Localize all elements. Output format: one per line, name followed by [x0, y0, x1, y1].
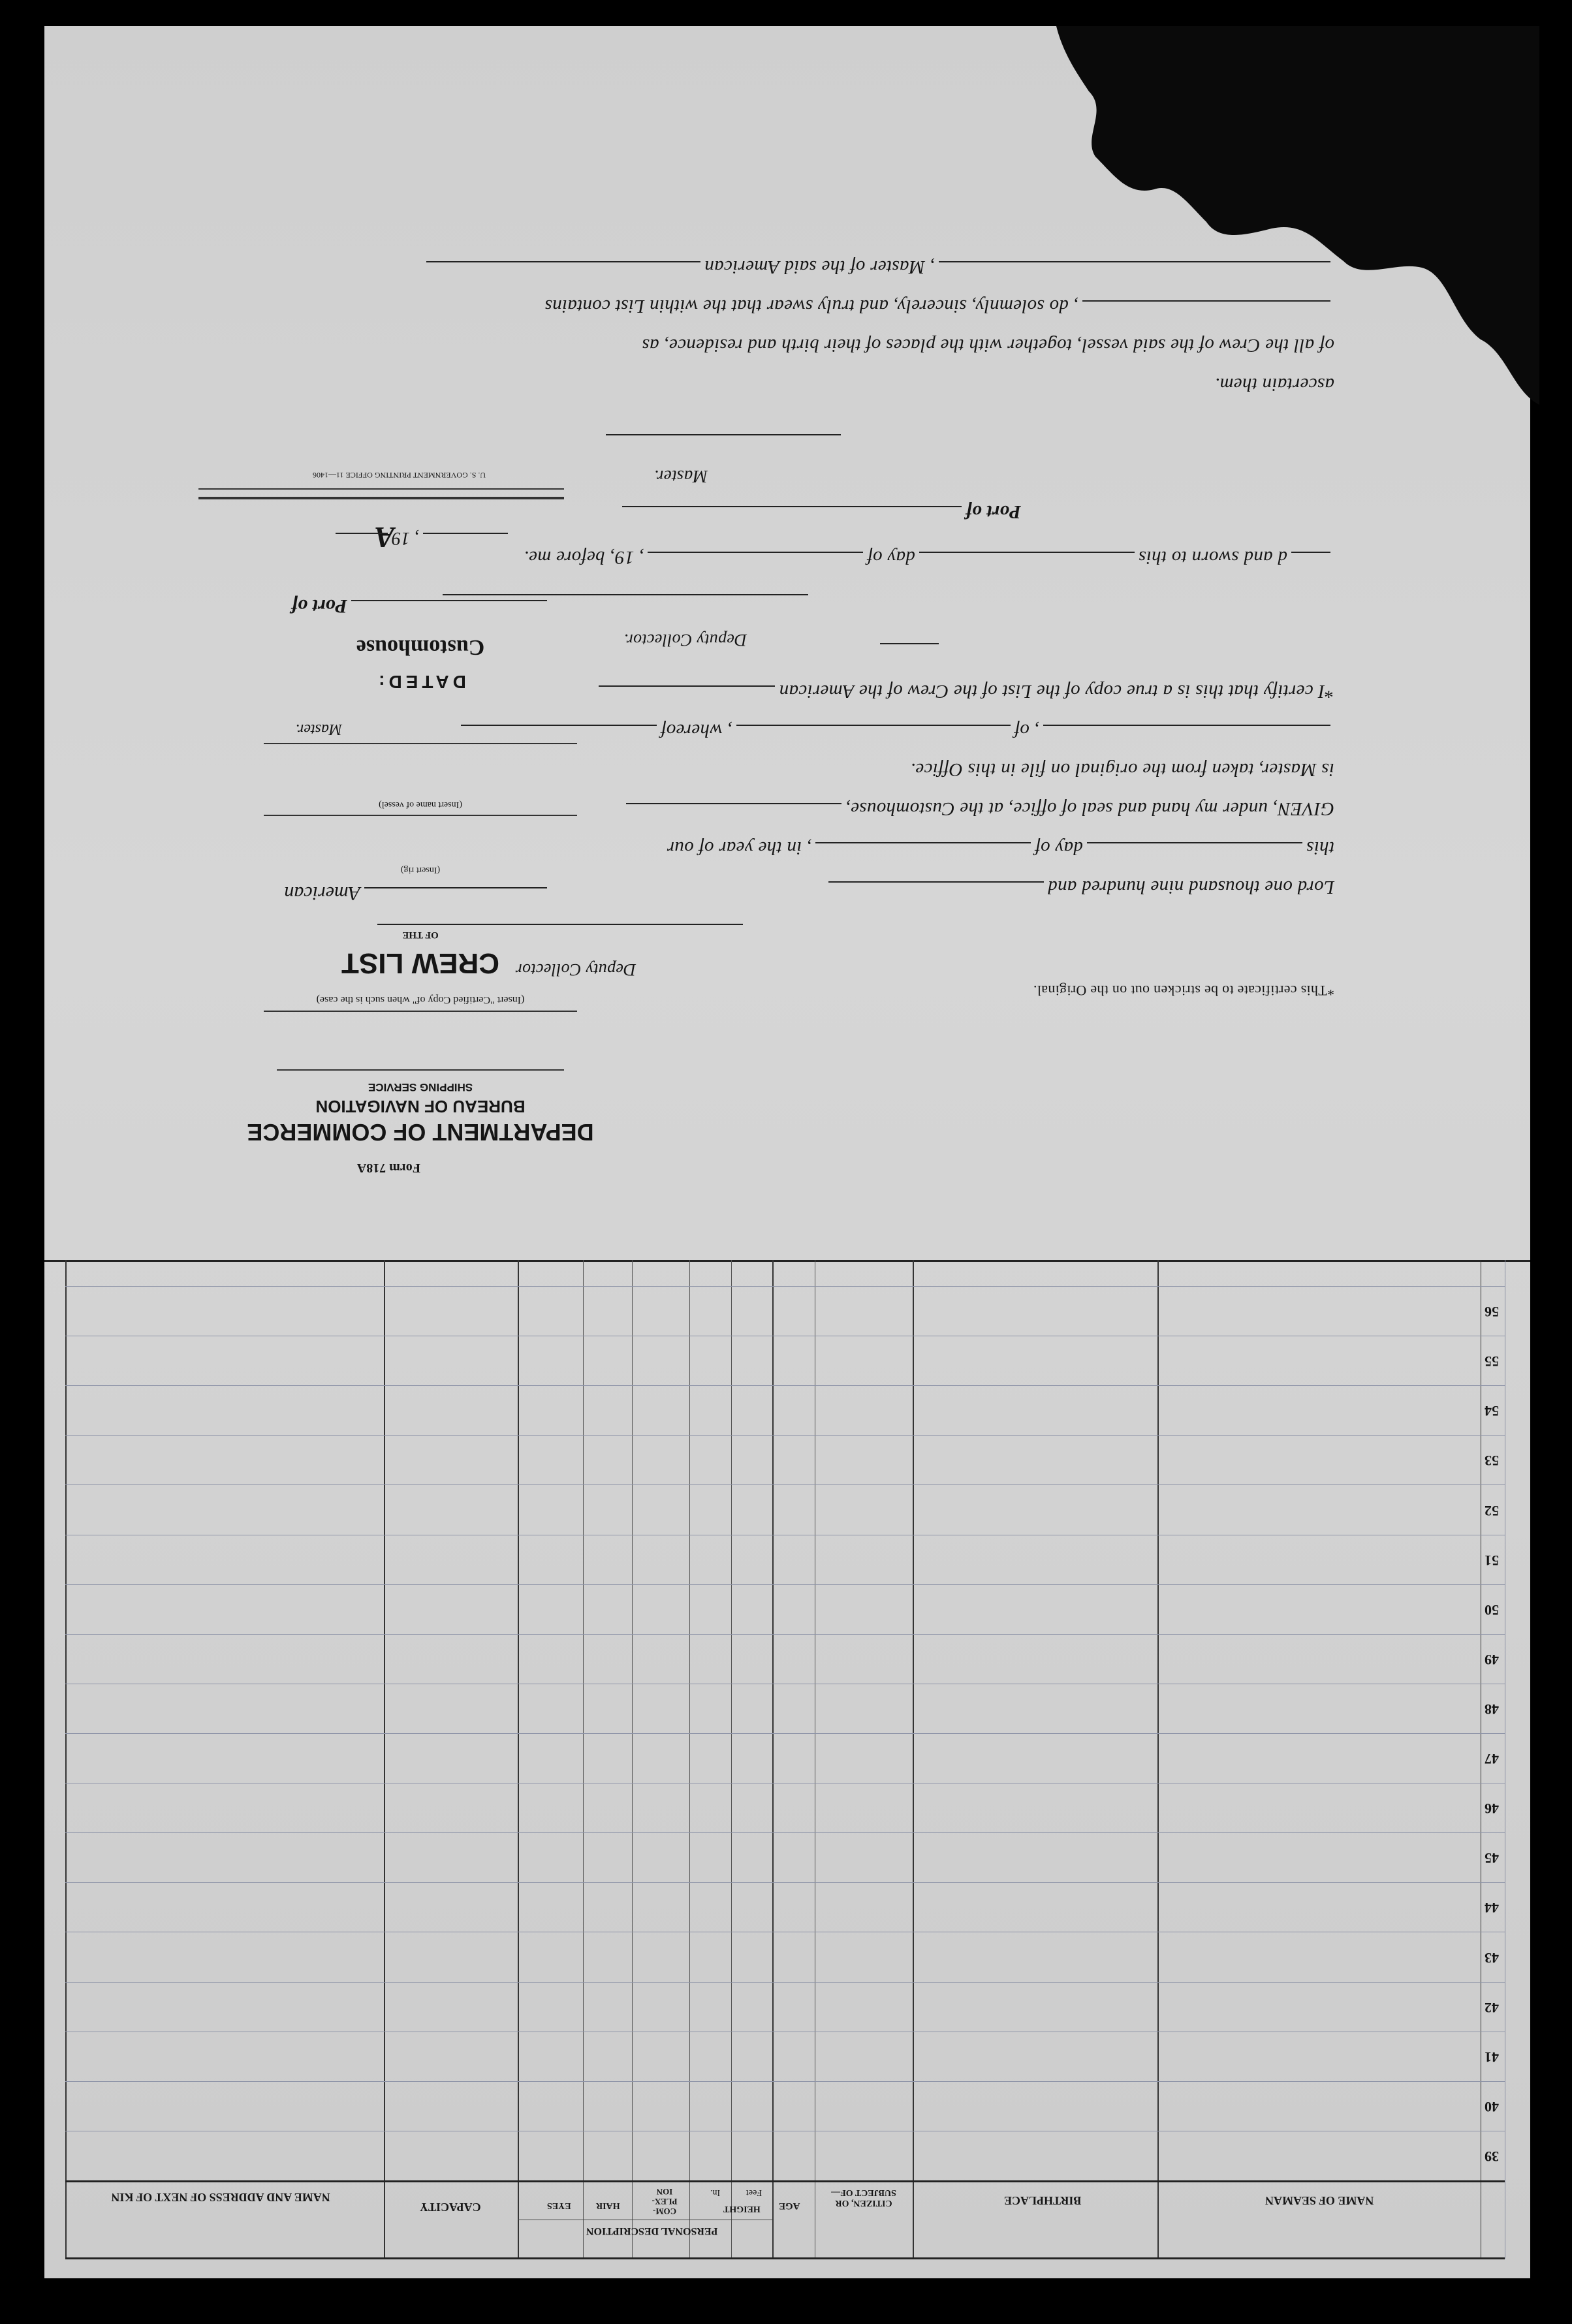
- header-age: AGE: [779, 2201, 800, 2211]
- american-label: American: [284, 883, 360, 904]
- header-feet: Feet: [746, 2188, 762, 2197]
- row-rule: [65, 2081, 1505, 2082]
- certificate-line-6: Lord one thousand nine hundred and: [1047, 877, 1334, 898]
- row-number: 43: [1485, 1949, 1499, 1966]
- table-border-left: [65, 1260, 67, 2259]
- row-rule: [65, 1484, 1505, 1485]
- row-rule: [65, 1435, 1505, 1436]
- header-capacity: CAPACITY: [420, 2201, 481, 2214]
- row-rule: [65, 1832, 1505, 1833]
- row-number: 50: [1485, 1601, 1499, 1618]
- oath-master-signature: Master.: [653, 467, 708, 486]
- burnt-corner-damage: [1056, 26, 1572, 418]
- service-title: SHIPPING SERVICE: [368, 1081, 473, 1093]
- oath-day-of: day of: [867, 547, 915, 568]
- col-divider-age: [772, 1260, 774, 2259]
- insert-vessel-note: (Insert name of vessel): [379, 800, 462, 809]
- row-rule: [65, 1286, 1505, 1287]
- certificate-deputy-collector: Deputy Collector: [515, 960, 636, 979]
- oath-line-4: ascertain them.: [1214, 374, 1334, 395]
- oath-port-of: Port of: [965, 501, 1021, 522]
- cover-port-of: Port of: [291, 595, 347, 617]
- col-divider-eyes: [583, 1260, 584, 2259]
- certificate-line-4: GIVEN, under my hand and seal of office, at the Customhouse,: [845, 798, 1334, 819]
- oath-deputy-collector: Deputy Collector.: [623, 631, 747, 650]
- row-number: 42: [1485, 1999, 1499, 2016]
- header-eyes: EYES: [547, 2201, 571, 2210]
- row-number: 49: [1485, 1651, 1499, 1668]
- oath-year: , 19: [614, 547, 644, 568]
- oath-before-me: , before me.: [524, 547, 615, 568]
- certified-copy-note: (Insert "Certified Copy of" when such is the case): [316, 994, 525, 1005]
- certificate-day-of: day of: [1035, 838, 1083, 858]
- header-complexion: COM-PLEX-ION: [652, 2187, 678, 2216]
- department-title: DEPARTMENT OF COMMERCE: [247, 1119, 594, 1146]
- bureau-title: BUREAU OF NAVIGATION: [315, 1097, 526, 1116]
- certificate-line-1: *I certify that this is a true copy of the List of the Crew of the American: [779, 681, 1334, 702]
- dated-label: DATED:: [375, 672, 466, 692]
- row-rule: [65, 1733, 1505, 1734]
- cover-year: , 19: [392, 528, 419, 548]
- header-hair: HAIR: [596, 2201, 620, 2210]
- oath-sworn: d and sworn to this: [1138, 547, 1287, 568]
- header-name-of-seaman: NAME OF SEAMAN: [1265, 2194, 1374, 2207]
- col-divider-inches: [731, 1260, 732, 2259]
- row-number: 40: [1485, 2098, 1499, 2115]
- row-number: 55: [1485, 1353, 1499, 1370]
- col-divider-personal: [518, 1260, 519, 2259]
- crew-list-title: CREW LIST: [341, 947, 499, 979]
- certificate-year-of-our: , in the year of our: [667, 838, 812, 858]
- row-rule: [65, 1584, 1505, 1585]
- col-divider-hair: [632, 1260, 633, 2259]
- printer-imprint: U. S. GOVERNMENT PRINTING OFFICE 11—1406: [312, 471, 486, 480]
- header-rule: [65, 2180, 1505, 2182]
- header-citizen: CITIZEN, OR SUBJECT OF—: [831, 2188, 896, 2208]
- header-birthplace: BIRTHPLACE: [1004, 2194, 1082, 2207]
- row-number: 56: [1485, 1304, 1499, 1321]
- row-number: 53: [1485, 1452, 1499, 1469]
- row-number: 47: [1485, 1751, 1499, 1768]
- certificate-footnote: *This certificate to be stricken out on the Original.: [1033, 982, 1334, 999]
- header-next-of-kin: NAME AND ADDRESS OF NEXT OF KIN: [111, 2191, 330, 2204]
- of-the-label: OF THE: [402, 930, 439, 940]
- header-height: HEIGHT: [723, 2204, 761, 2214]
- row-rule: [65, 1634, 1505, 1635]
- col-divider-complexion: [689, 1260, 690, 2259]
- crew-list-form: [44, 26, 1530, 2278]
- certificate-whereof: , whereof: [661, 720, 732, 741]
- insert-rig-note: (Insert rig): [400, 865, 441, 875]
- row-number: 54: [1485, 1403, 1499, 1420]
- row-number: 46: [1485, 1800, 1499, 1817]
- row-rule: [65, 1385, 1505, 1386]
- col-divider-birthplace: [913, 1260, 914, 2259]
- crew-table: [44, 1260, 1530, 2278]
- oath-line-3: of all the Crew of the said vessel, together with the places of their birth and residence, as: [642, 335, 1334, 356]
- row-number: 51: [1485, 1552, 1499, 1569]
- certificate-this: this: [1306, 838, 1334, 858]
- oath-line-1: , Master of the said American: [704, 257, 935, 277]
- row-number: 45: [1485, 1850, 1499, 1867]
- certificate-of: , of: [1014, 720, 1039, 741]
- col-divider-name: [1157, 1260, 1159, 2259]
- customhouse-label: Customhouse: [356, 635, 485, 659]
- header-inches: In.: [710, 2188, 721, 2197]
- header-personal-description: PERSONAL DESCRIPTION: [586, 2225, 718, 2237]
- row-number: 44: [1485, 1900, 1499, 1917]
- row-number: 48: [1485, 1701, 1499, 1718]
- oath-fragment-letter: A: [374, 521, 394, 554]
- cover-master-label: Master.: [295, 721, 342, 738]
- oath-line-2: , do solemnly, sincerely, and truly swear that the within List contains: [544, 296, 1078, 317]
- row-rule: [65, 1882, 1505, 1883]
- form-number: Form 718A: [356, 1161, 420, 1175]
- row-number: 41: [1485, 2049, 1499, 2065]
- certificate-line-3: is Master, taken from the original on file in this Office.: [910, 759, 1334, 780]
- row-number: 39: [1485, 2148, 1499, 2165]
- col-divider-capacity: [384, 1260, 385, 2259]
- row-rule: [65, 1982, 1505, 1983]
- row-number: 52: [1485, 1502, 1499, 1519]
